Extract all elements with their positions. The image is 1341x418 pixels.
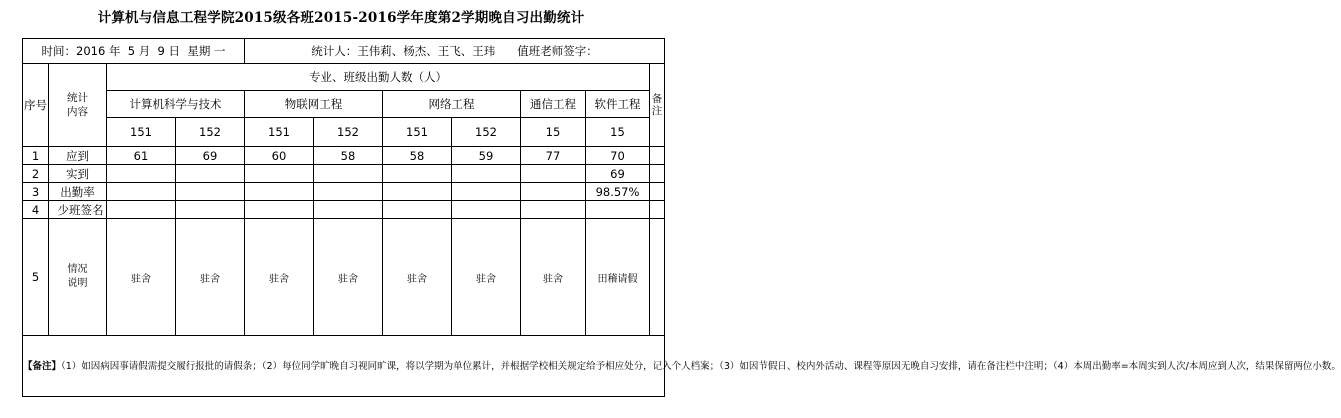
table-cell <box>314 183 383 201</box>
table-row <box>23 201 665 219</box>
attendance-table <box>22 38 1341 397</box>
table-cell <box>245 183 314 201</box>
document-title: 计算机与信息工程学院2015级各班2015-2016学年度第2学期晚自习出勤统计 <box>97 10 585 26</box>
class-header: 151 <box>245 118 314 147</box>
table-cell <box>107 183 176 201</box>
weekday-value: 一 <box>214 44 226 58</box>
major-header: 物联网工程 <box>245 91 383 118</box>
class-header: 15 <box>586 118 650 147</box>
remarks-cell <box>650 183 665 201</box>
header-row-group <box>23 64 665 91</box>
note-prefix: 【备注】 <box>23 360 62 372</box>
row-seq: 4 <box>23 201 49 219</box>
situation-cell: 驻舍 <box>383 219 452 336</box>
situation-cell: 驻舍 <box>107 219 176 336</box>
table-cell: 58 <box>383 147 452 165</box>
table-cell: 77 <box>521 147 586 165</box>
remarks-header <box>650 64 665 147</box>
group-header: 专业、班级出勤人数（人） <box>107 64 650 91</box>
table-row <box>23 147 665 165</box>
table-cell: 98.57% <box>586 183 650 201</box>
table-cell <box>521 165 586 183</box>
table-cell <box>176 201 245 219</box>
table-row <box>23 183 665 201</box>
class-header: 152 <box>452 118 521 147</box>
stat-content-header <box>49 64 107 147</box>
table-cell: 61 <box>107 147 176 165</box>
remarks-cell <box>650 165 665 183</box>
signature-cell <box>245 39 665 64</box>
situation-row <box>23 219 665 336</box>
duty-teacher-signature: 值班老师签字： <box>517 44 598 58</box>
table-cell: 69 <box>586 165 650 183</box>
month-unit: 月 <box>138 44 151 58</box>
class-header: 15 <box>521 118 586 147</box>
weekday-label: 星期 <box>187 44 211 58</box>
table-cell <box>452 201 521 219</box>
stat-content-line1: 统计 <box>67 92 88 104</box>
table-cell <box>107 165 176 183</box>
table-cell <box>314 201 383 219</box>
situation-label-line1: 情况 <box>67 264 88 275</box>
row-label: 应到 <box>49 147 107 165</box>
time-label: 时间： <box>41 44 76 58</box>
table-cell <box>521 183 586 201</box>
situation-label-line2: 说明 <box>67 278 88 289</box>
row-seq: 1 <box>23 147 49 165</box>
table-row <box>23 165 665 183</box>
situation-cell: 驻舍 <box>176 219 245 336</box>
table-cell <box>383 183 452 201</box>
note-text: （1）如因病因事请假需提交履行报批的请假条；（2）每位同学旷晚自习视同旷课，将以学期为单位累计，并根据学校相关规定给予相应处分，记入个人档案；（3）如因节假日、校内外活动、课程等原因无晚自习安排，请在备注栏中注明；（4）本周出勤率=本周实到人次/本周应到人次，结果保留两位小数。 <box>61 360 1341 372</box>
stat-content-line2: 内容 <box>67 106 88 118</box>
situation-cell: 驻舍 <box>521 219 586 336</box>
class-header: 151 <box>107 118 176 147</box>
row-label: 少班签名 <box>49 201 107 219</box>
remarks-cell <box>650 201 665 219</box>
stat-person: 统计人：王伟莉、杨杰、王飞、王玮 <box>311 44 496 58</box>
note-cell <box>23 336 1341 397</box>
table-cell <box>107 201 176 219</box>
table-cell <box>314 165 383 183</box>
major-header: 网络工程 <box>383 91 521 118</box>
header-row-majors <box>23 91 665 118</box>
remarks-cell <box>650 219 665 336</box>
table-cell <box>452 165 521 183</box>
table-cell: 59 <box>452 147 521 165</box>
table-cell: 60 <box>245 147 314 165</box>
situation-cell: 驻舍 <box>245 219 314 336</box>
class-header: 152 <box>314 118 383 147</box>
table-cell <box>521 201 586 219</box>
table-cell <box>586 201 650 219</box>
table-cell <box>176 165 245 183</box>
row-label: 出勤率 <box>49 183 107 201</box>
table-cell <box>383 165 452 183</box>
table-cell <box>452 183 521 201</box>
row-seq: 3 <box>23 183 49 201</box>
table-cell <box>383 201 452 219</box>
table-cell <box>245 165 314 183</box>
row-seq: 2 <box>23 165 49 183</box>
seq-header: 序号 <box>23 64 49 147</box>
situation-cell: 驻舍 <box>314 219 383 336</box>
row-label: 实到 <box>49 165 107 183</box>
class-header: 151 <box>383 118 452 147</box>
info-row <box>23 39 665 64</box>
class-header: 152 <box>176 118 245 147</box>
table-cell: 69 <box>176 147 245 165</box>
situation-cell: 驻舍 <box>452 219 521 336</box>
date-cell <box>23 39 245 64</box>
note-row <box>23 336 665 397</box>
situation-cell: 田稽请假 <box>586 219 650 336</box>
remarks-header-text: 备注 <box>651 93 663 117</box>
month-value: 5 <box>127 44 136 58</box>
table-cell <box>176 183 245 201</box>
day-unit: 日 <box>168 44 181 58</box>
remarks-cell <box>650 147 665 165</box>
year-unit: 年 <box>108 44 121 58</box>
table-cell <box>245 201 314 219</box>
table-cell: 58 <box>314 147 383 165</box>
header-row-classes <box>23 118 665 147</box>
situation-label <box>49 219 107 336</box>
row-seq: 5 <box>23 219 49 336</box>
table-cell: 70 <box>586 147 650 165</box>
major-header: 通信工程 <box>521 91 586 118</box>
major-header: 软件工程 <box>586 91 650 118</box>
major-header: 计算机科学与技术 <box>107 91 245 118</box>
day-value: 9 <box>157 44 165 58</box>
year-value: 2016 <box>76 44 106 58</box>
